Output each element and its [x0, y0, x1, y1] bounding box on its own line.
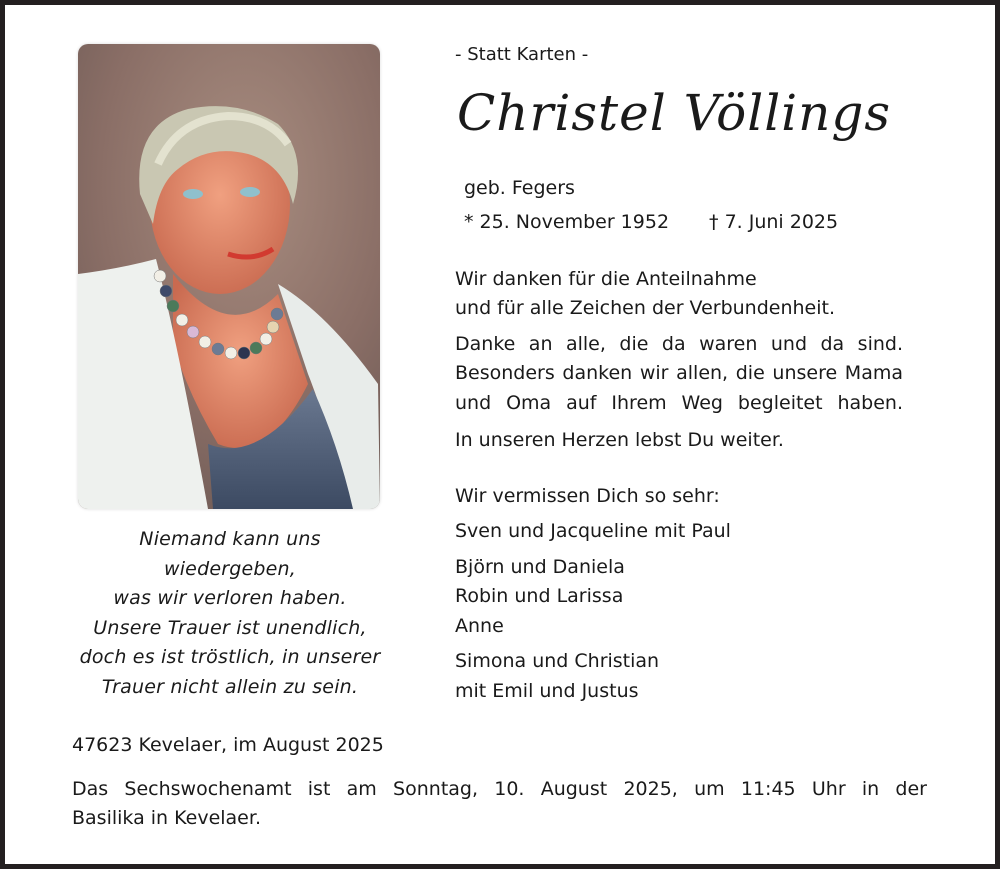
death-date: † 7. Juni 2025 — [709, 210, 839, 233]
thanks-paragraph-2 — [455, 330, 935, 419]
mourner-line: Sven und Jacqueline mit Paul — [455, 520, 731, 542]
service-line: Das Sechswochenamt ist am Sonntag, 10. August 2025, um 11:45 Uhr in der — [72, 778, 927, 800]
mourner-group — [455, 647, 935, 706]
portrait-photo-icon — [78, 44, 380, 509]
quote-line: doch es ist tröstlich, in unserer — [79, 646, 381, 668]
quote-line: Unsere Trauer ist unendlich, — [93, 616, 367, 639]
portrait-photo — [78, 44, 380, 509]
thanks-paragraph-1 — [455, 265, 935, 324]
obituary-notice — [5, 5, 995, 864]
mourner-group — [455, 553, 935, 642]
mourners-intro: Wir vermissen Dich so sehr: — [455, 484, 720, 507]
text-line: Wir danken für die Anteilnahme — [455, 267, 757, 290]
text-line: und Oma auf Ihrem Weg begleitet haben. — [455, 391, 903, 414]
mourner-line: mit Emil und Justus — [455, 679, 639, 702]
quote-line: was wir verloren haben. — [113, 587, 347, 609]
mourner-line: Simona und Christian — [455, 650, 660, 672]
notice-text-column — [455, 43, 935, 706]
maiden-name: geb. Fegers — [464, 176, 575, 199]
service-announcement — [72, 775, 927, 833]
deceased-name: Christel Völlings — [457, 84, 892, 142]
thanks-paragraph-3 — [455, 426, 935, 456]
birth-date: * 25. November 1952 — [464, 210, 670, 233]
mourner-group — [455, 517, 935, 547]
mourner-line: Robin und Larissa — [455, 585, 624, 607]
tagline: - Statt Karten - — [455, 44, 589, 65]
mourners-list — [455, 517, 935, 706]
life-dates — [464, 209, 935, 235]
text-line: und für alle Zeichen der Verbundenheit. — [455, 297, 835, 319]
quote-line: Trauer nicht allein zu sein. — [101, 675, 359, 698]
text-line: Danke an alle, die da waren und da sind. — [455, 332, 903, 355]
text-line: In unseren Herzen lebst Du weiter. — [455, 429, 784, 451]
mourner-line: Björn und Daniela — [455, 555, 625, 578]
quote-line: Niemand kann uns — [139, 528, 321, 550]
quote-line: wiedergeben, — [163, 557, 297, 580]
mourner-line: Anne — [455, 614, 504, 637]
service-line: Basilika in Kevelaer. — [72, 807, 261, 829]
place-and-date: 47623 Kevelaer, im August 2025 — [72, 734, 384, 756]
text-line: Besonders danken wir allen, die unsere Mama — [455, 362, 903, 384]
memorial-quote — [65, 525, 395, 702]
